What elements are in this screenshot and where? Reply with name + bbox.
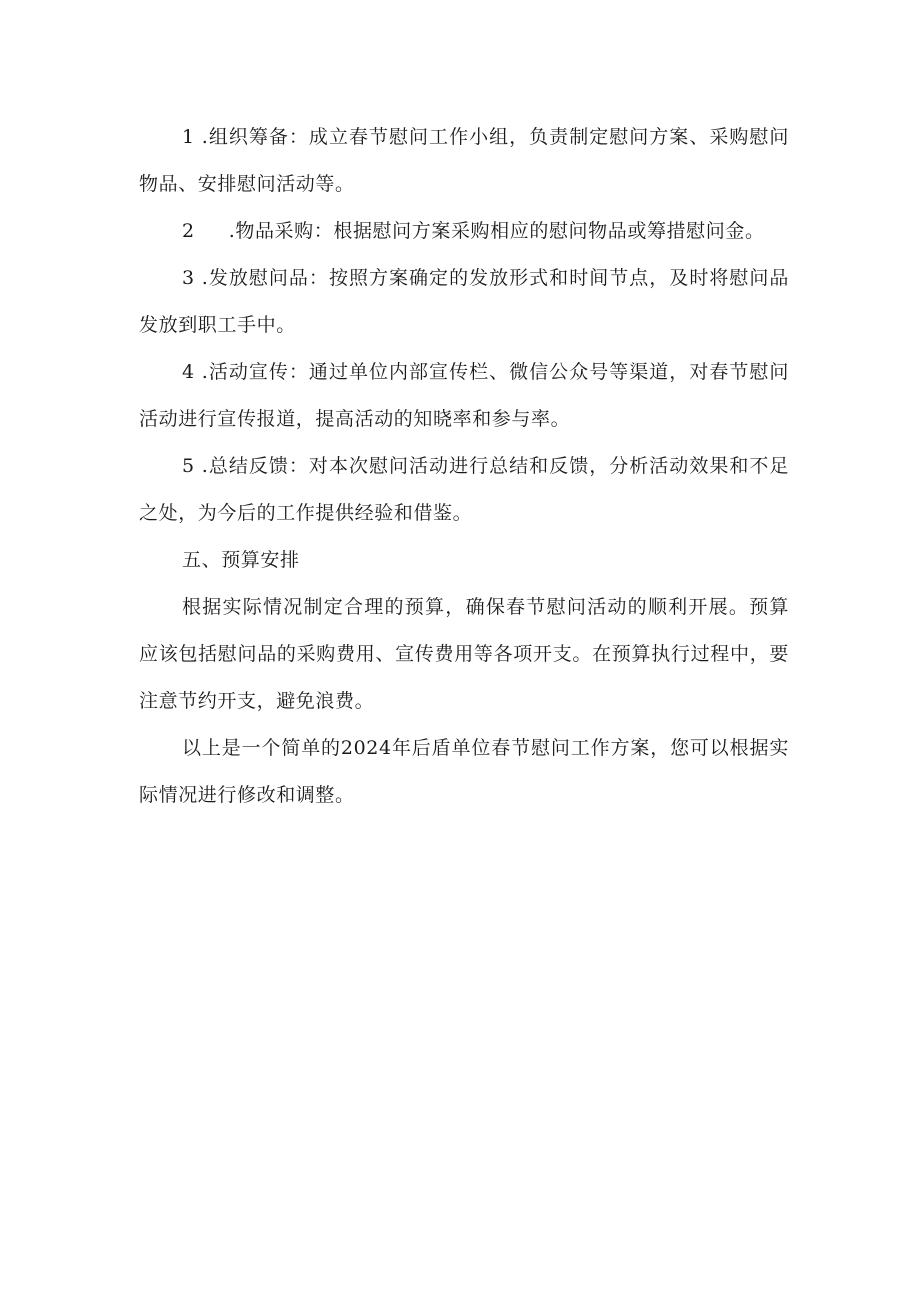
item-number: 4 xyxy=(182,361,195,383)
item-number: 3 xyxy=(182,267,195,289)
item-text: .组织筹备：成立春节慰问工作小组，负责制定慰问方案、采购慰问物品、安排慰问活动等。 xyxy=(139,126,789,195)
item-number: 1 xyxy=(182,126,195,148)
item-text: .发放慰问品：按照方案确定的发放形式和时间节点，及时将慰问品发放到职工手中。 xyxy=(139,267,789,336)
list-item-3 xyxy=(139,255,789,349)
list-item-5 xyxy=(139,443,789,537)
item-text: .物品采购：根据慰问方案采购相应的慰问物品或筹措慰问金。 xyxy=(228,220,765,242)
item-number: 2 xyxy=(182,220,195,242)
list-item-1 xyxy=(139,114,789,208)
closing-paragraph: 以上是一个简单的2024年后盾单位春节慰问工作方案，您可以根据实际情况进行修改和调整。 xyxy=(139,737,789,806)
list-item-4 xyxy=(139,349,789,443)
item-text: .活动宣传：通过单位内部宣传栏、微信公众号等渠道，对春节慰问活动进行宣传报道，提高活动的知晓率和参与率。 xyxy=(139,361,789,430)
budget-paragraph: 根据实际情况制定合理的预算，确保春节慰问活动的顺利开展。预算应该包括慰问品的采购费用、宣传费用等各项开支。在预算执行过程中，要注意节约开支，避免浪费。 xyxy=(139,596,789,712)
document-body xyxy=(139,114,789,819)
item-number: 5 xyxy=(182,455,195,477)
section-heading: 五、预算安排 xyxy=(182,549,300,571)
list-item-2 xyxy=(139,208,789,255)
item-text: .总结反馈：对本次慰问活动进行总结和反馈，分析活动效果和不足之处，为今后的工作提供经验和借鉴。 xyxy=(139,455,789,524)
